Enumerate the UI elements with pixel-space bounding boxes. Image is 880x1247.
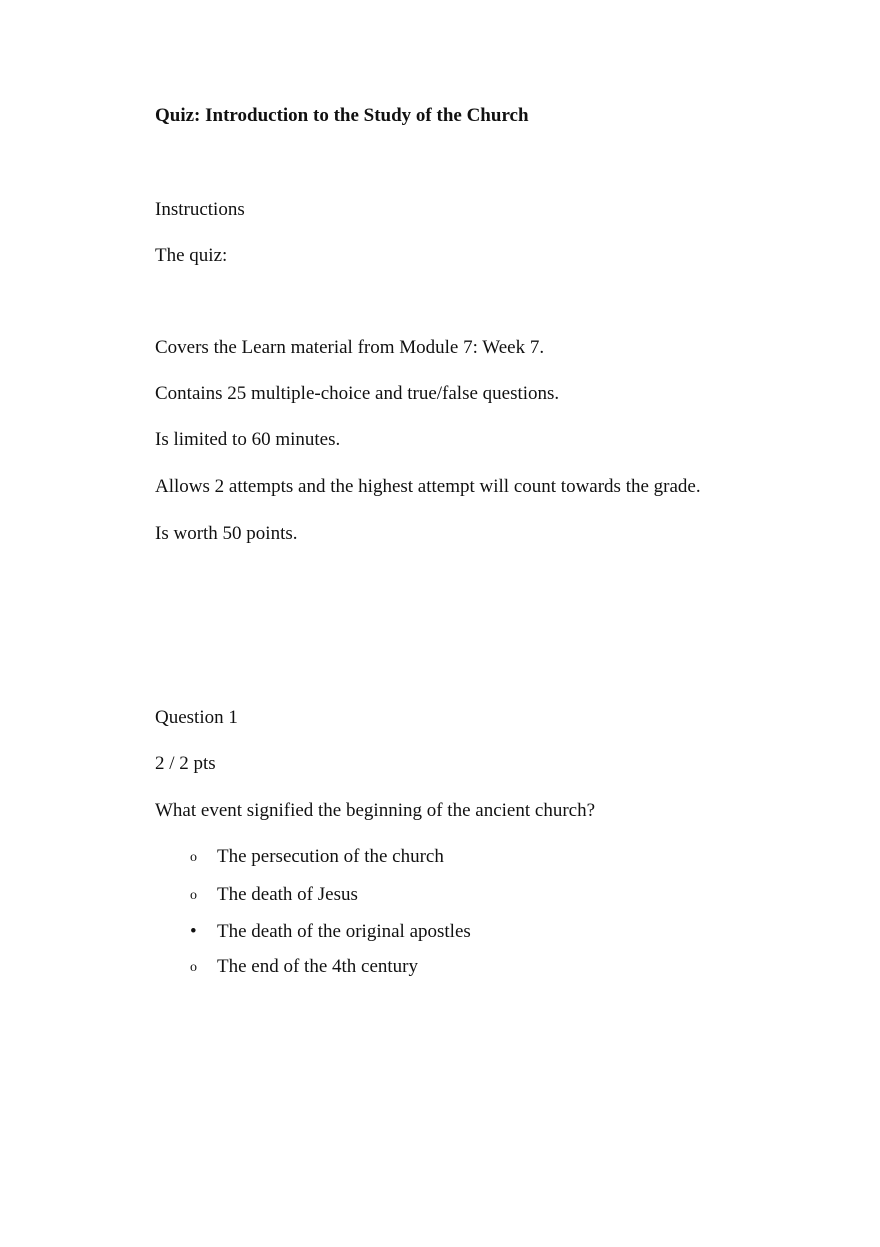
question-prompt: What event signified the beginning of the ancient church? (155, 800, 596, 821)
quiz-intro: The quiz: (155, 245, 228, 266)
answer-option-text: The death of the original apostles (217, 921, 471, 942)
answer-option-text: The death of Jesus (217, 884, 358, 905)
selected-bullet-icon: • (190, 921, 197, 942)
unselected-bullet-icon: o (190, 850, 197, 865)
unselected-bullet-icon: o (190, 888, 197, 903)
rule-item: Allows 2 attempts and the highest attempt will count towards the grade. (155, 476, 701, 497)
page-title: Quiz: Introduction to the Study of the Church (155, 105, 529, 126)
answer-option-text: The end of the 4th century (217, 956, 419, 977)
rule-item: Covers the Learn material from Module 7: Week 7. (155, 337, 545, 358)
answer-option[interactable] (190, 845, 444, 870)
answer-option-selected[interactable] (190, 920, 471, 944)
unselected-bullet-icon: o (190, 960, 197, 975)
rule-item: Is limited to 60 minutes. (155, 429, 341, 450)
question-points: 2 / 2 pts (155, 753, 216, 774)
rule-item: Is worth 50 points. (155, 523, 298, 544)
rule-item: Contains 25 multiple-choice and true/false questions. (155, 383, 560, 404)
instructions-heading: Instructions (155, 199, 245, 220)
answer-option[interactable] (190, 883, 358, 908)
question-label: Question 1 (155, 707, 238, 728)
answer-option-text: The persecution of the church (217, 846, 444, 867)
answer-option[interactable] (190, 955, 418, 980)
